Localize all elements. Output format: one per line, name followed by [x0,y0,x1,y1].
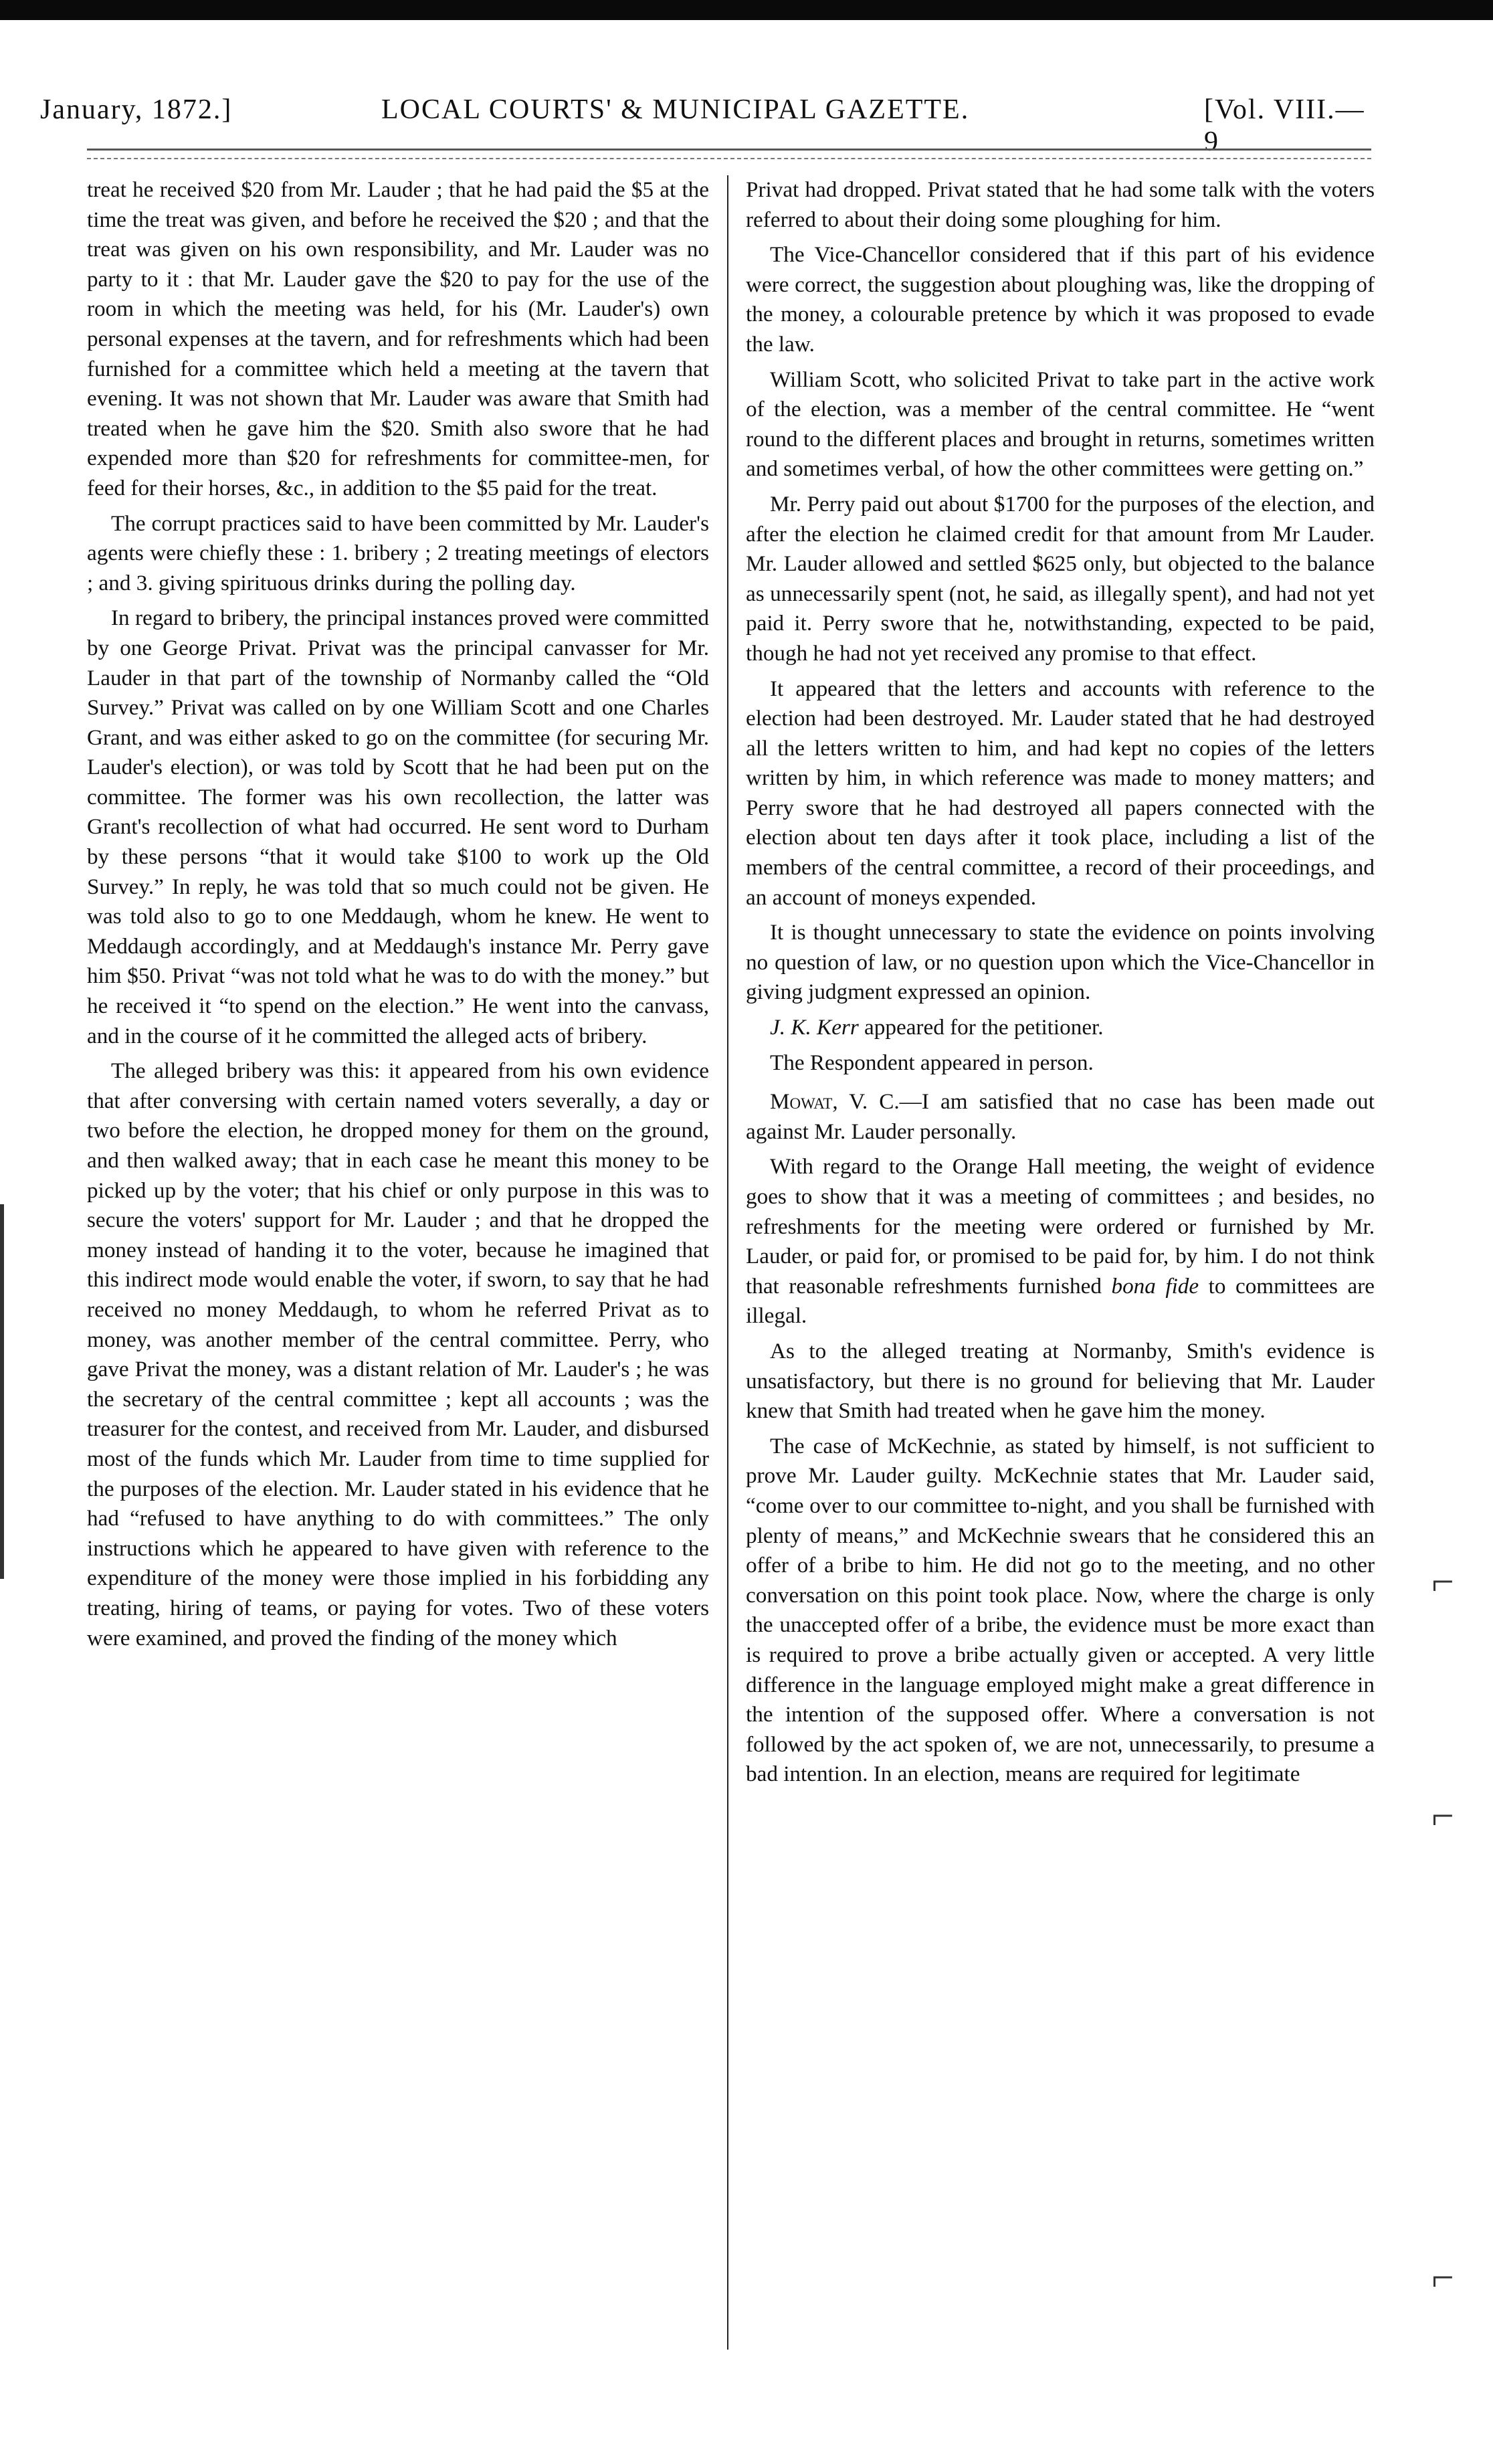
respondent-line: The Respondent appeared in person. [770,1050,1094,1075]
margin-tick-mark: ⌐ [1431,1794,1454,1838]
paragraph-text: With regard to the Orange Hall meeting, the weight of evidence goes to show that it was a meeting of committees ; and besides, no refreshments for the meeting were ordered or furnished by Mr. Lauder, or paid for, or promised to be paid for, by him. I do not think that reasonable refreshments furnished [746,1154,1375,1299]
margin-tick-mark: ⌐ [1431,1559,1454,1604]
paragraph: treat he received $20 from Mr. Lauder ; that he had paid the $5 at the time the treat was given, and before he received the $20 ; and that the treat was given on his own responsibility, and Mr. Lauder was no party to it : that Mr. Lauder gave the $20 to pay for the use of the room in which the meeting was held, for his (Mr. Lauder's) own personal expenses at the tavern, and for refreshments which had been furnished for a committee which held a meeting at the tavern that evening. It was not shown that Mr. Lauder was aware that Smith had treated when he gave him the $20. Smith also swore that he had expended more than $20 for refreshments for committee-men, for feed for their horses, &c., in addition to the $5 paid for the treat. [87,177,709,500]
paragraph-text: to committees are illegal. [746,1273,1375,1329]
paragraph: The case of McKechnie, as stated by himself, is not sufficient to prove Mr. Lauder guilty. McKechnie states that Mr. Lauder said, “come over to our committee to-night, and you shall be furnished with plenty of means,” and McKechnie swears that he considered this an offer of a bribe to him. He did not go to the meeting, and no other conversation on this point took place. Now, where the charge is only the unaccepted offer of a bribe, the evidence must be more exact than is required to prove a bribe actually given or accepted. A very little difference in the language employed might make a great difference in the intention of the supposed offer. Where a conversation is not followed by the act spoken of, we are not, unnecessarily, to presume a bad intention. In an election, means are required for legitimate [746,1433,1375,1787]
paragraph: It appeared that the letters and accounts with reference to the election had been destroyed. Mr. Lauder stated that he had destroyed all the letters written to him, and had kept no copies of the letters written by him, in which reference was made to money matters; and Perry swore that he had destroyed all papers connected with the election about ten days after it took place, including a list of the members of the central committee, a record of their proceedings, and an account of moneys expended. [746,676,1375,910]
judge-name: Mowat, V. C. [770,1089,900,1115]
paragraph: The Vice-Chancellor considered that if this part of his evidence were correct, the suggestion about ploughing was, like the dropping of the money, a colourable pretence by which it was proposed to evade the law. [746,242,1375,357]
paragraph: Mr. Perry paid out about $1700 for the purposes of the election, and after the election he claimed credit for that amount from Mr Lauder. Mr. Lauder allowed and settled $625 only, but objected to the balance as unnecessarily spent (not, he said, as illegally spent), and had not yet paid it. Perry swore that he, notwithstanding, expected to be paid, though he had not yet received any promise to that effect. [746,491,1375,666]
right-column [746,175,1375,2437]
paragraph [746,1152,1375,1331]
running-header [40,94,1378,157]
header-rule [87,149,1371,151]
judgment-text: —I am satisfied that no case has been made out against Mr. Lauder personally. [746,1089,1375,1144]
paragraph: William Scott, who solicited Privat to take part in the active work of the election, was a member of the central committee. He “went round to the different places and brought in returns, sometimes written and sometimes verbal, of how the other committees were getting on.” [746,367,1375,482]
paragraph: The corrupt practices said to have been committed by Mr. Lauder's agents were chiefly these : 1. bribery ; 2 treating meetings of electors ; and 3. giving spirituous drinks during the polling day. [87,510,709,595]
margin-tick-mark: ⌐ [1431,2255,1454,2299]
column-divider [727,175,728,2350]
paragraph: It is thought unnecessary to state the evidence on points involving no question of law, or no question upon which the Vice-Chancellor in giving judgment expressed an opinion. [746,920,1375,1005]
page-margin-mark [0,1204,4,1579]
header-rule-dashed [87,158,1371,159]
left-column [87,175,709,2437]
judgment-opening [746,1087,1375,1147]
header-volume: [Vol. VIII.—9 [1204,94,1365,157]
paragraph: As to the alleged treating at Normanby, Smith's evidence is unsatisfactory, but there is no ground for believing that Mr. Lauder knew that Smith had treated when he gave him the money. [746,1338,1375,1424]
header-title: LOCAL COURTS' & MUNICIPAL GAZETTE. [381,94,970,125]
paragraph: Privat had dropped. Privat stated that he had some talk with the voters referred to about their doing some ploughing for him. [746,177,1375,232]
counsel-name: J. K. Kerr [770,1015,859,1040]
page-top-edge [0,0,1493,20]
header-date: January, 1872.] [40,94,233,125]
counsel-text: appeared for the petitioner. [858,1015,1104,1040]
counsel-line [746,1013,1375,1043]
paragraph: The alleged bribery was this: it appeared from his own evidence that after conversing with certain named voters severally, a day or two before the election, he dropped money for them on the ground, and then walked away; that in each case he meant this money to be picked up by the voter; that his chief or only purpose in this was to secure the voters' support for Mr. Lauder ; and that he dropped the money instead of handing it to the voter, because he imagined that this indirect mode would enable the voter, if sworn, to say that he had received no money Meddaugh, to whom he referred Privat as to money, was another member of the central committee. Perry, who gave Privat the money, was a distant relation of Mr. Lauder's ; he was the secretary of the central committee ; kept all accounts ; was the treasurer for the contest, and received from Mr. Lauder, and disbursed most of the funds which Mr. Lauder from time to time supplied for the purposes of the election. Mr. Lauder stated in his evidence that he had “refused to have anything to do with committees.” The only instructions which he appeared to have given with reference to the expenditure of the money were those implied in his forbidding any treating, hiring of teams, or paying for votes. Two of these voters were examined, and proved the finding of the money which [87,1058,709,1650]
paragraph: In regard to bribery, the principal instances proved were committed by one George Privat. Privat was the principal canvasser for Mr. Lauder in that part of the township of Normanby called the “Old Survey.” Privat was called on by one William Scott and one Charles Grant, and was either asked to go on the committee (for securing Mr. Lauder's election), or was told by Scott that he had been put on the committee. The former was his own recollection, the latter was Grant's recollection of what had occurred. He sent word to Durham by these persons “that it would take $100 to work up the Old Survey.” In reply, he was told that so much could not be given. He was told also to go to one Meddaugh, whom he knew. He went to Meddaugh accordingly, and at Meddaugh's instance Mr. Perry gave him $50. Privat “was not told what he was to do with the money.” but he received it “to spend on the election.” He went into the canvass, and in the course of it he committed the alleged acts of bribery. [87,605,709,1048]
italic-phrase: bona fide [1111,1273,1199,1299]
